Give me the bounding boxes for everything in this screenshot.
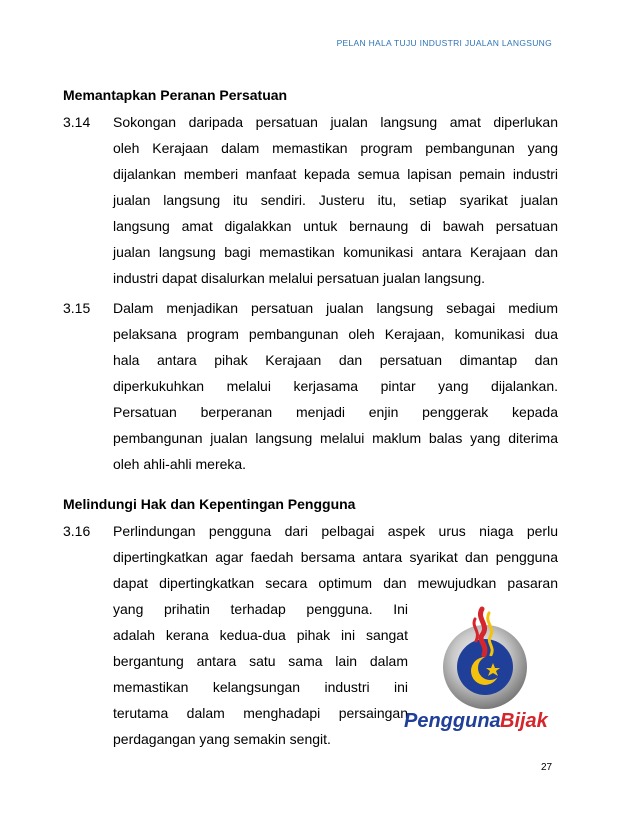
text-line: Perlindungan pengguna dari pelbagai aspek urus niaga perlu xyxy=(113,523,558,539)
logo-word-pengguna: Pengguna xyxy=(404,710,501,732)
text-line: oleh ahli-ahli mereka. xyxy=(113,456,247,472)
text-line: diperkukuhkan melalui kerjasama pintar yang dijalankan. xyxy=(113,378,558,394)
section-heading-persatuan: Memantapkan Peranan Persatuan xyxy=(63,87,288,103)
logo-word-bijak: Bijak xyxy=(500,710,548,732)
text-line: oleh Kerajaan dalam memastikan program pembangunan yang xyxy=(113,140,558,156)
text-line: hala antara pihak Kerajaan dan persatuan dimantap dan xyxy=(113,352,558,368)
text-line: adalah kerana kedua-dua pihak ini sangat xyxy=(113,627,408,643)
text-line: memastikan kelangsungan industri ini xyxy=(113,679,408,695)
text-line: dapat dipertingkatkan secara optimum dan mewujudkan pasaran xyxy=(113,575,558,591)
text-line: perdagangan yang semakin sengit. xyxy=(113,731,331,747)
text-line: jualan langsung itu sendiri. Justeru itu, setiap syarikat jualan xyxy=(113,192,558,208)
paragraph-number: 3.16 xyxy=(63,523,91,539)
text-line: langsung amat digalakkan untuk bernaung di bawah persatuan xyxy=(113,218,558,234)
text-line: Sokongan daripada persatuan jualan langsung amat diperlukan xyxy=(113,114,558,130)
text-line: industri dapat disalurkan melalui persatuan jualan langsung. xyxy=(113,270,486,286)
text-line: jualan langsung bagi memastikan komunikasi antara Kerajaan dan xyxy=(113,244,558,260)
text-line: pembangunan jualan langsung melalui maklum balas yang diterima xyxy=(113,430,558,446)
text-line: terutama dalam menghadapi persaingan xyxy=(113,705,408,721)
paragraph-number: 3.14 xyxy=(63,114,91,130)
running-header: PELAN HALA TUJU INDUSTRI JUALAN LANGSUNG xyxy=(336,38,552,48)
text-line: yang prihatin terhadap pengguna. Ini xyxy=(113,601,408,617)
pengguna-bijak-logo-icon xyxy=(402,605,562,735)
paragraph-number: 3.15 xyxy=(63,300,91,316)
text-line: dipertingkatkan agar faedah bersama antara syarikat dan pengguna xyxy=(113,549,558,565)
section-heading-pengguna: Melindungi Hak dan Kepentingan Pengguna xyxy=(63,496,356,512)
text-line: Persatuan berperanan menjadi enjin penggerak kepada xyxy=(113,404,558,420)
text-line: Dalam menjadikan persatuan jualan langsung sebagai medium xyxy=(113,300,558,316)
page-number: 27 xyxy=(541,762,553,773)
text-line: bergantung antara satu sama lain dalam xyxy=(113,653,408,669)
pengguna-bijak-logo xyxy=(402,605,562,735)
text-line: pelaksana program pembangunan oleh Kerajaan, komunikasi dua xyxy=(113,326,558,342)
text-line: dijalankan memberi manfaat kepada semua lapisan pemain industri xyxy=(113,166,558,182)
